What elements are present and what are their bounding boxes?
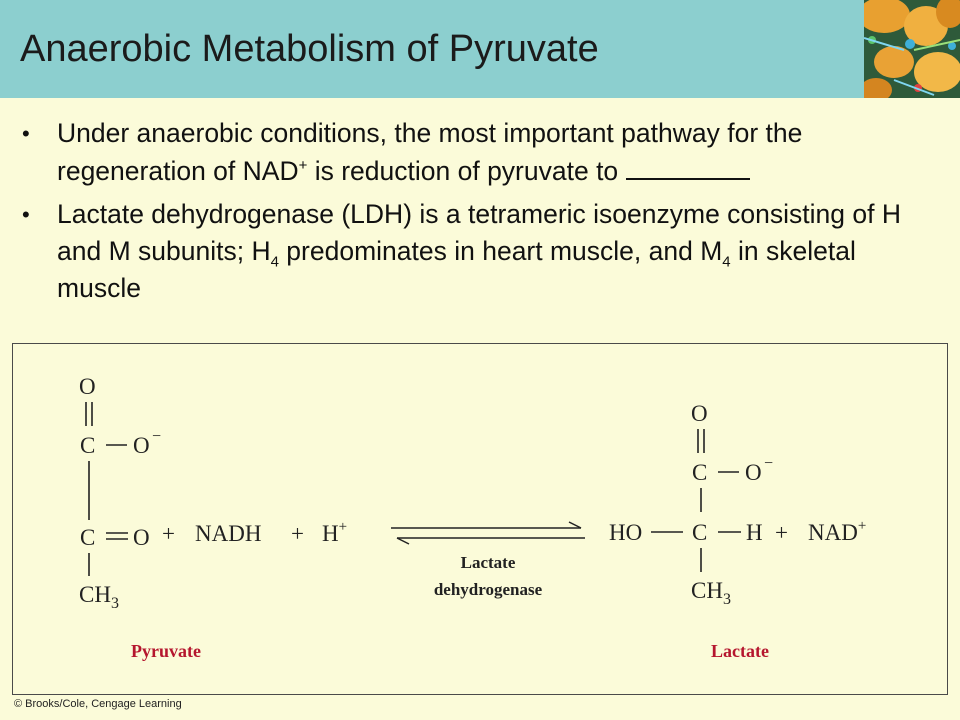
bullet-text: is reduction of pyruvate to (307, 156, 626, 186)
superscript: + (298, 157, 308, 175)
enzyme-name-line-2: dehydrogenase (433, 580, 543, 599)
bullet-text: Under anaerobic conditions, the most important pathway for the regeneration of NAD (57, 118, 803, 186)
negative-charge: − (152, 428, 162, 445)
bullet-item (22, 196, 942, 307)
subscript: 4 (722, 253, 731, 271)
reaction-figure (12, 343, 948, 695)
bullet-list (22, 115, 942, 313)
slide-title: Anaerobic Metabolism of Pyruvate (20, 28, 599, 70)
plus-sign: + (291, 521, 304, 546)
pyruvate-name: Pyruvate (131, 641, 201, 661)
bullet-marker: • (22, 202, 30, 227)
bullet-marker: • (22, 121, 30, 146)
subscript: 4 (270, 253, 279, 271)
pyruvate-methyl: $CH_3$ (79, 582, 119, 612)
equilibrium-arrow (391, 522, 585, 544)
negative-charge: − (764, 455, 774, 472)
title-bar (0, 0, 960, 98)
plus-sign: + (162, 521, 175, 546)
molecule-decoration-image (864, 0, 960, 98)
hydroxyl-group: HO (609, 520, 643, 545)
pyruvate-oxygen-double: O (133, 525, 150, 550)
pyruvate-carbon-2: C (80, 525, 96, 550)
proton-label: H+ (322, 519, 348, 546)
plus-sign: + (775, 520, 788, 545)
bullet-text: predominates in heart muscle, and M (278, 236, 723, 266)
lactate-oxygen-minus: O (745, 460, 762, 485)
lactate-hydrogen: H (746, 520, 763, 545)
lactate-oxygen-top: O (691, 401, 708, 426)
lactate-methyl: $CH_3$ (691, 578, 731, 608)
answer-blank (626, 152, 750, 180)
bullet-text: in skeletal muscle (57, 236, 856, 303)
pyruvate-oxygen-minus: O (133, 433, 150, 458)
nad-label: NAD+ (808, 518, 867, 545)
nadh-label: NADH (195, 521, 262, 546)
copyright-notice: © Brooks/Cole, Cengage Learning (14, 698, 182, 710)
bullet-item (22, 115, 942, 190)
lactate-carbon-2: C (692, 520, 708, 545)
lactate-carbon-1: C (692, 460, 708, 485)
enzyme-name-line-1: Lactate (460, 553, 516, 572)
reaction-diagram (13, 344, 947, 694)
pyruvate-structure (79, 374, 161, 612)
pyruvate-oxygen-top: O (79, 374, 96, 399)
lactate-structure (609, 401, 773, 608)
lactate-name: Lactate (711, 641, 769, 661)
bullet-text: Lactate dehydrogenase (LDH) is a tetrameric isoenzyme consisting of H and M subunits; H (57, 199, 901, 266)
pyruvate-carbon-1: C (80, 433, 96, 458)
